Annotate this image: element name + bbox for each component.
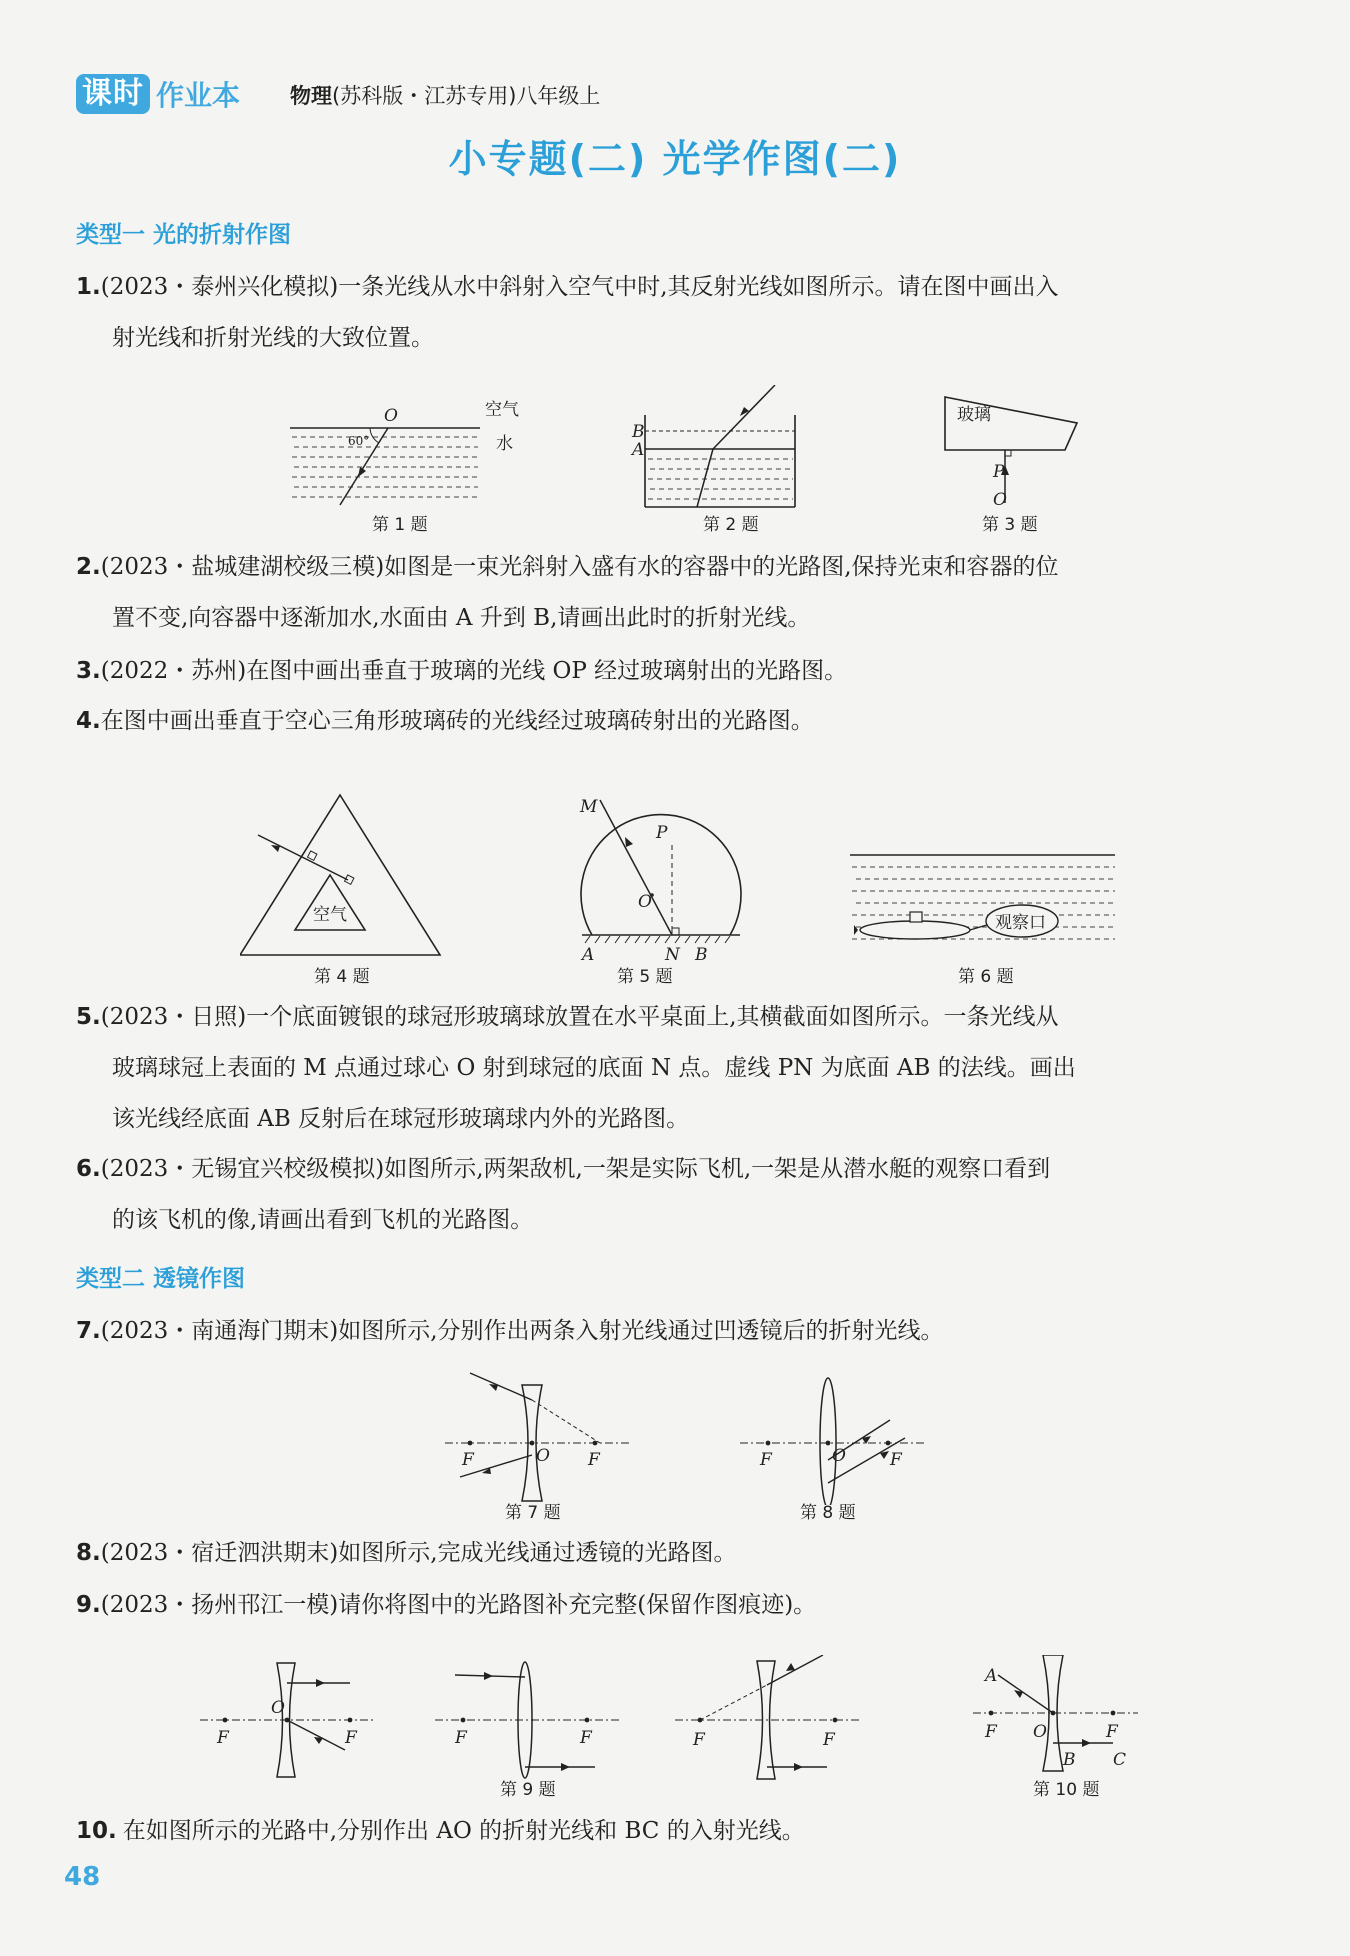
label-O: O (384, 406, 398, 426)
question-text: 玻璃球冠上表面的 M 点通过球心 O 射到球冠的底面 N 点。虚线 PN 为底面 AB 的法线。画出 (112, 1055, 1076, 1081)
caption-fig9: 第 9 题 (500, 1780, 556, 1800)
label-A: A (582, 945, 595, 965)
label-F: F (455, 1728, 467, 1748)
figure-8 (740, 1378, 925, 1505)
label-F: F (693, 1730, 705, 1750)
question-8 (76, 1528, 1276, 1579)
label-O: O (1033, 1722, 1047, 1742)
label-B: B (1063, 1750, 1076, 1770)
question-number: 6. (76, 1156, 101, 1182)
question-number: 3. (76, 658, 101, 684)
edition-label: (苏科版・江苏专用)八年级上 (332, 84, 601, 108)
question-text: 的该飞机的像,请画出看到飞机的光路图。 (112, 1207, 534, 1233)
brand-logo (76, 74, 240, 114)
label-P: P (656, 823, 668, 843)
question-10 (76, 1806, 1276, 1857)
label-B: B (695, 945, 708, 965)
figure-5 (579, 797, 741, 965)
label-B: B (632, 422, 645, 442)
label-O: O (536, 1446, 550, 1466)
question-6 (76, 1144, 1276, 1246)
question-number: 7. (76, 1318, 101, 1344)
question-number: 4. (76, 708, 101, 734)
question-text: (2023・日照)一个底面镀银的球冠形玻璃球放置在水平桌面上,其横截面如图所示。一条光线从 (100, 1004, 1059, 1030)
question-number: 1. (76, 274, 101, 300)
question-7 (76, 1306, 1276, 1357)
label-F: F (580, 1728, 592, 1748)
label-F: F (217, 1728, 229, 1748)
book-subtitle (290, 80, 600, 110)
figure-1 (290, 400, 519, 505)
caption-fig4: 第 4 题 (314, 967, 370, 987)
label-angle: 60° (348, 434, 370, 448)
label-N: N (665, 945, 680, 965)
label-glass: 玻璃 (957, 405, 991, 425)
caption-fig7: 第 7 题 (505, 1503, 561, 1523)
figure-9a (200, 1663, 375, 1777)
caption-fig6: 第 6 题 (958, 967, 1014, 987)
section-heading-2: 类型二 透镜作图 (76, 1266, 246, 1292)
caption-fig8: 第 8 题 (800, 1503, 856, 1523)
question-text: 该光线经底面 AB 反射后在球冠形玻璃球内外的光路图。 (112, 1106, 690, 1132)
section-heading-1: 类型一 光的折射作图 (76, 222, 292, 248)
figure-2 (630, 385, 795, 507)
question-number: 9. (76, 1592, 101, 1618)
logo-badge: 课时 (76, 74, 150, 114)
question-5 (76, 992, 1276, 1145)
figure-9c (675, 1655, 860, 1779)
figure-row-2 (240, 750, 1140, 970)
label-O: O (271, 1698, 285, 1718)
page-title: 小专题(二) 光学作图(二) (448, 137, 902, 181)
figure-9b (435, 1662, 620, 1778)
figure-6 (850, 762, 1140, 939)
label-F: F (462, 1450, 474, 1470)
figure-row-3 (430, 1365, 950, 1505)
caption-fig1: 第 1 题 (372, 515, 428, 535)
label-F: F (760, 1450, 772, 1470)
label-air-inner: 空气 (313, 905, 347, 925)
caption-fig10: 第 10 题 (1033, 1780, 1100, 1800)
label-A: A (985, 1666, 998, 1686)
question-number: 10. (76, 1818, 117, 1844)
question-2 (76, 542, 1276, 644)
label-F: F (823, 1730, 835, 1750)
label-F: F (588, 1450, 600, 1470)
question-text: 置不变,向容器中逐渐加水,水面由 A 升到 B,请画出此时的折射光线。 (112, 605, 811, 631)
label-O: O (638, 892, 652, 912)
question-text: (2023・泰州兴化模拟)一条光线从水中斜射入空气中时,其反射光线如图所示。请在图中画出入 (100, 274, 1059, 300)
figure-3 (945, 397, 1077, 510)
caption-fig3: 第 3 题 (982, 515, 1038, 535)
label-A: A (632, 440, 645, 460)
question-9 (76, 1580, 1276, 1631)
caption-fig5: 第 5 题 (617, 967, 673, 987)
subject-label: 物理 (290, 84, 332, 108)
label-F: F (890, 1450, 902, 1470)
question-text: (2022・苏州)在图中画出垂直于玻璃的光线 OP 经过玻璃射出的光路图。 (100, 658, 848, 684)
label-O: O (832, 1446, 846, 1466)
label-O: O (993, 490, 1007, 510)
label-F: F (1106, 1722, 1118, 1742)
label-water: 水 (496, 434, 513, 454)
label-window: 观察口 (995, 913, 1046, 933)
question-1 (76, 262, 1276, 364)
logo-tail: 作业本 (156, 79, 241, 112)
figure-7 (445, 1373, 630, 1501)
question-number: 8. (76, 1540, 101, 1566)
question-text: (2023・扬州邗江一模)请你将图中的光路图补充完整(保留作图痕迹)。 (100, 1592, 817, 1618)
label-C: C (1113, 1750, 1127, 1770)
submarine-icon (854, 912, 990, 939)
question-text: (2023・盐城建湖校级三模)如图是一束光斜射入盛有水的容器中的光路图,保持光束和容器的位 (100, 554, 1059, 580)
caption-fig2: 第 2 题 (703, 515, 759, 535)
label-P: P (993, 462, 1005, 482)
question-text: (2023・无锡宜兴校级模拟)如图所示,两架敌机,一架是实际飞机,一架是从潜水艇的观察口看到 (100, 1156, 1051, 1182)
page-number: 48 (64, 1862, 101, 1892)
question-text: 在如图所示的光路中,分别作出 AO 的折射光线和 BC 的入射光线。 (122, 1818, 805, 1844)
question-number: 5. (76, 1004, 101, 1030)
label-M: M (580, 797, 598, 817)
question-text: (2023・南通海门期末)如图所示,分别作出两条入射光线通过凹透镜后的折射光线。 (100, 1318, 944, 1344)
label-F: F (985, 1722, 997, 1742)
question-text: (2023・宿迁泗洪期末)如图所示,完成光线通过透镜的光路图。 (100, 1540, 737, 1566)
label-F: F (345, 1728, 357, 1748)
label-air: 空气 (485, 400, 519, 420)
question-4 (76, 696, 1276, 747)
figure-10 (973, 1655, 1138, 1771)
question-text: 在图中画出垂直于空心三角形玻璃砖的光线经过玻璃砖射出的光路图。 (100, 708, 814, 734)
question-number: 2. (76, 554, 101, 580)
question-3 (76, 646, 1276, 697)
question-text: 射光线和折射光线的大致位置。 (112, 325, 434, 351)
figure-4 (240, 795, 440, 955)
